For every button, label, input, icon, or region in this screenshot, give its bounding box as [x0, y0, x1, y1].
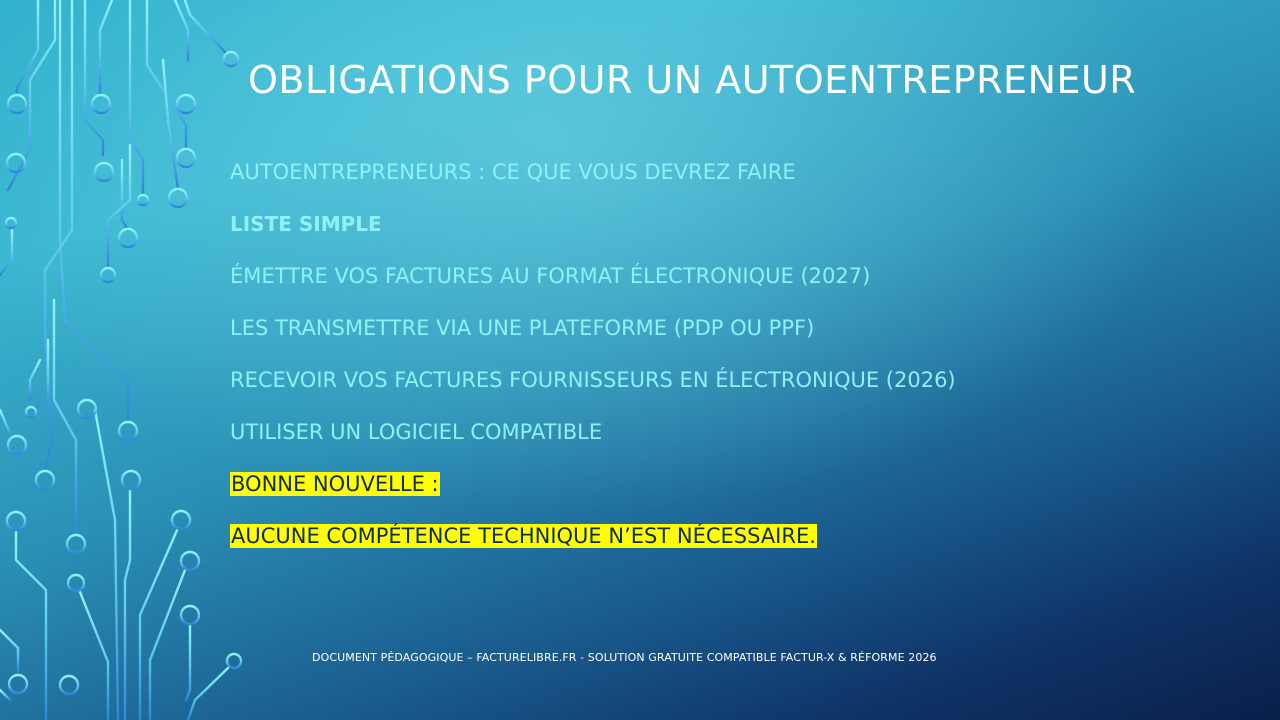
bullet-list-heading: LISTE SIMPLE [230, 212, 382, 236]
slide-title: OBLIGATIONS POUR UN AUTOENTREPRENEUR [248, 58, 1137, 102]
bullet-list [230, 152, 956, 568]
bullet-use-software: UTILISER UN LOGICIEL COMPATIBLE [230, 420, 603, 444]
bullet-no-skills-needed: AUCUNE COMPÉTENCE TECHNIQUE N’EST NÉCESSAIRE. [231, 524, 816, 548]
bullet-emit-invoices: ÉMETTRE VOS FACTURES AU FORMAT ÉLECTRONIQUE (2027) [230, 264, 871, 288]
bullet-transmit-platform: LES TRANSMETTRE VIA UNE PLATEFORME (PDP OU PPF) [230, 316, 815, 340]
bullet-good-news: BONNE NOUVELLE : [231, 472, 439, 496]
bullet-intro: AUTOENTREPRENEURS : CE QUE VOUS DEVREZ FAIRE [230, 160, 796, 184]
bullet-receive-invoices: RECEVOIR VOS FACTURES FOURNISSEURS EN ÉLECTRONIQUE (2026) [230, 368, 956, 392]
slide-footer: DOCUMENT PÉDAGOGIQUE – FACTURELIBRE.FR - SOLUTION GRATUITE COMPATIBLE FACTUR-X & RÉFORME 2026 [312, 651, 937, 664]
circuit-board-decoration [0, 0, 250, 720]
